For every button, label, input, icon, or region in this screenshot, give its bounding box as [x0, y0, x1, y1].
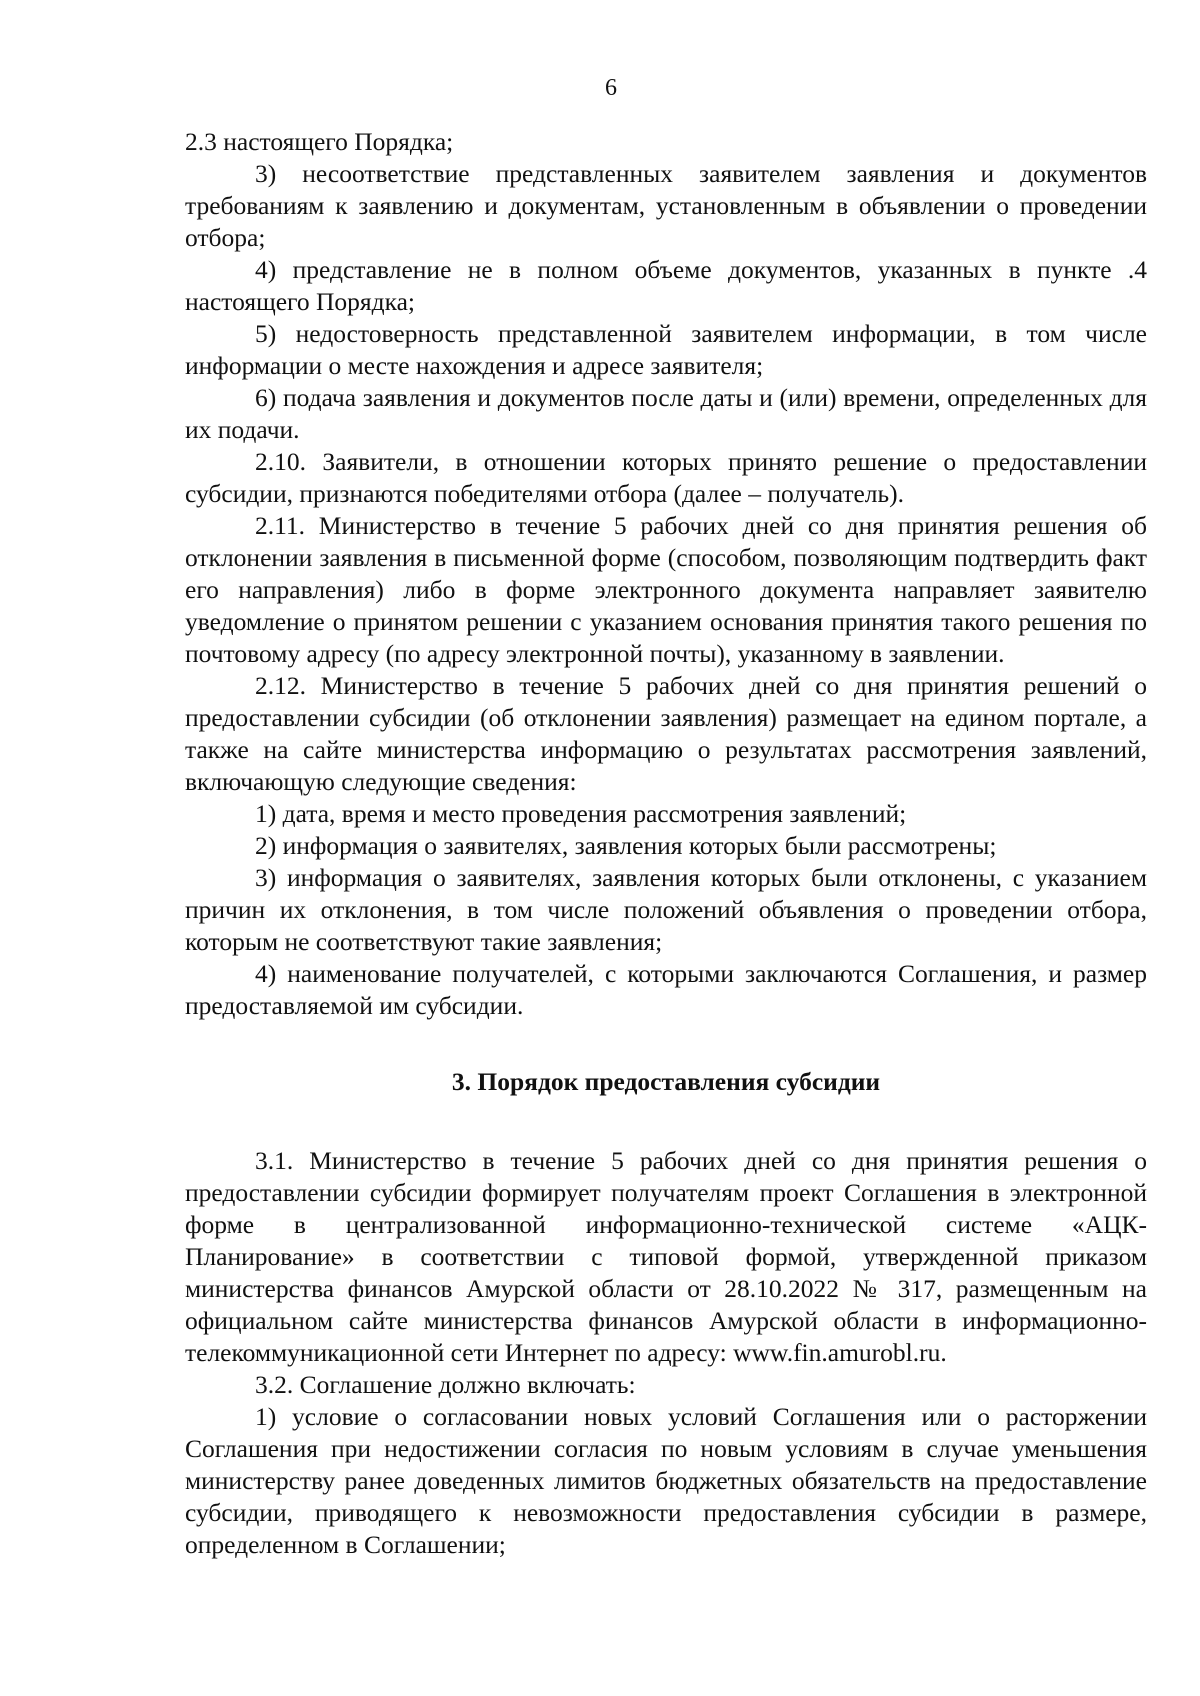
- paragraph-continuation: 2.3 настоящего Порядка;: [185, 127, 454, 156]
- paragraph-2-11: 2.11. Министерство в течение 5 рабочих дней со дня принятия решения об отклонении заявления в письменной форме (способом, позволяющим подтвердить факт его направления) либо в форме электронного документа направляет заявителю уведомление о принятом решении с указанием основания принятия такого решения по почтовому адресу (по адресу электронной почты), указанному в заявлении.: [185, 511, 1147, 668]
- spacer: [185, 1022, 1147, 1066]
- paragraph-2-12-item-1: 1) дата, время и место проведения рассмотрения заявлений;: [255, 799, 907, 828]
- document-body: [185, 126, 1147, 1561]
- paragraph-2-12: 2.12. Министерство в течение 5 рабочих дней со дня принятия решений о предоставлении субсидии (об отклонении заявления) размещает на едином портале, а также на сайте министерства информацию о результатах рассмотрения заявлений, включающую следующие сведения:: [185, 671, 1147, 796]
- page-number: 6: [605, 75, 617, 101]
- paragraph-2-12-item-4: 4) наименование получателей, с которыми заключаются Соглашения, и размер предоставляемой им субсидии.: [185, 959, 1147, 1020]
- spacer: [185, 1098, 1147, 1145]
- paragraph-item-3: 3) несоответствие представленных заявителем заявления и документов требованиям к заявлению и документам, установленным в объявлении о проведении отбора;: [185, 159, 1147, 252]
- paragraph-2-12-item-2: 2) информация о заявителях, заявления которых были рассмотрены;: [255, 831, 997, 860]
- paragraphs-top: [185, 126, 1147, 1022]
- paragraphs-bottom: [185, 1145, 1147, 1561]
- paragraph-item-6: 6) подача заявления и документов после даты и (или) времени, определенных для их подачи.: [185, 383, 1147, 444]
- paragraph-2-10: 2.10. Заявители, в отношении которых принято решение о предоставлении субсидии, признаются победителями отбора (далее – получатель).: [185, 447, 1147, 508]
- paragraph-3-2-item-1: 1) условие о согласовании новых условий Соглашения или о расторжении Соглашения при недостижении согласия по новым условиям в случае уменьшения министерству ранее доведенных лимитов бюджетных обязательств на предоставление субсидии, приводящего к невозможности предоставления субсидии в размере, определенном в Соглашении;: [185, 1402, 1147, 1559]
- paragraph-3-2: 3.2. Соглашение должно включать:: [255, 1370, 636, 1399]
- paragraph-item-5: 5) недостоверность представленной заявителем информации, в том числе информации о месте нахождения и адресе заявителя;: [185, 319, 1147, 380]
- paragraph-item-4: 4) представление не в полном объеме документов, указанных в пункте .4 настоящего Порядка;: [185, 255, 1147, 316]
- paragraph-2-12-item-3: 3) информация о заявителях, заявления которых были отклонены, с указанием причин их отклонения, в том числе положений объявления о проведении отбора, которым не соответствуют такие заявления;: [185, 863, 1147, 956]
- paragraph-3-1: 3.1. Министерство в течение 5 рабочих дней со дня принятия решения о предоставлении субсидии формирует получателям проект Соглашения в электронной форме в централизованной информационно-технической системе «АЦК-Планирование» в соответствии с типовой формой, утвержденной приказом министерства финансов Амурской области от 28.10.2022 № 317, размещенным на официальном сайте министерства финансов Амурской области в информационно-телекоммуникационной сети Интернет по адресу: www.fin.amurobl.ru.: [185, 1146, 1147, 1367]
- section-heading: 3. Порядок предоставления субсидии: [451, 1067, 881, 1096]
